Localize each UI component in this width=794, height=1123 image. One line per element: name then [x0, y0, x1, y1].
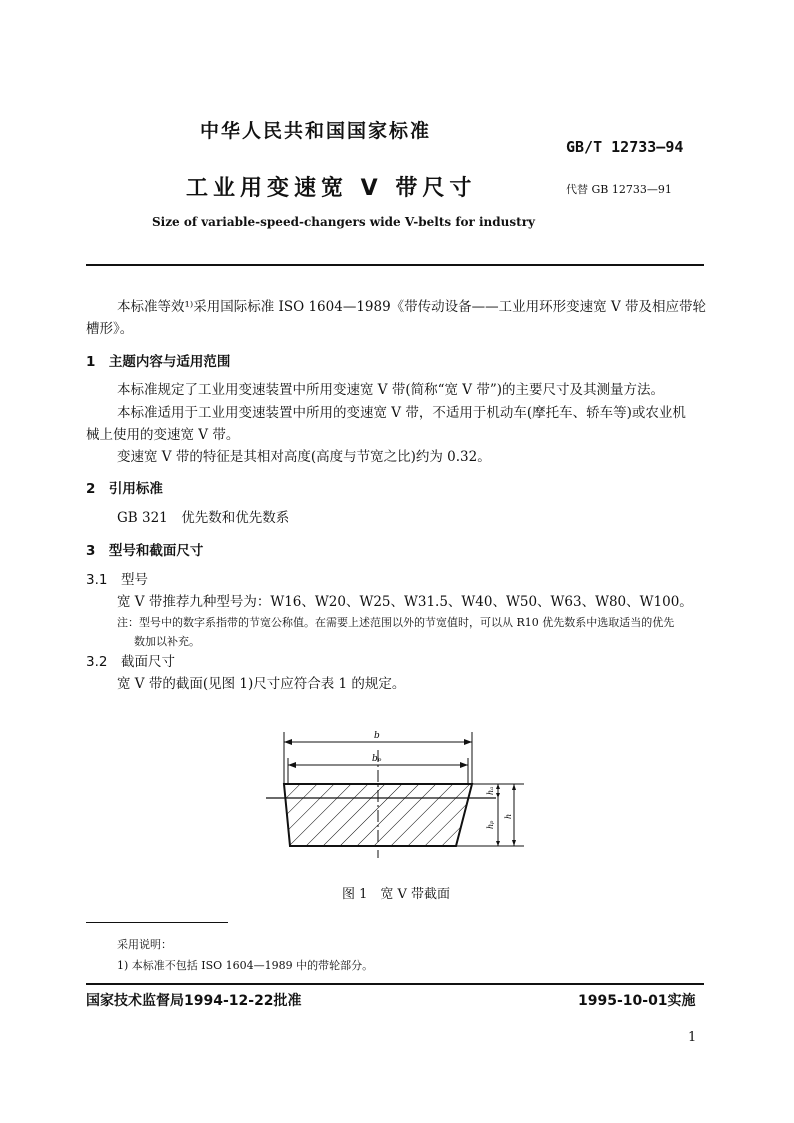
footnote-rule	[86, 922, 228, 923]
implementation-date: 1995-10-01实施	[578, 993, 696, 1009]
section-3-2-text: 宽 V 带的截面(见图 1)尺寸应符合表 1 的规定。	[117, 676, 406, 692]
section-3-1-heading: 3.1 型号	[86, 572, 148, 588]
header-rule	[86, 264, 704, 266]
footnote-heading: 采用说明：	[117, 938, 172, 951]
label-hp: hₚ	[486, 820, 495, 829]
footnote-text: 1) 本标准不包括 ISO 1604—1989 中的带轮部分。	[117, 959, 374, 972]
section-1-para-1: 本标准规定了工业用变速装置中所用变速宽 V 带(简称“宽 V 带”)的主要尺寸及其测量方法。	[117, 382, 664, 398]
figure-caption: 图 1 宽 V 带截面	[342, 887, 451, 902]
national-standard-title: 中华人民共和国国家标准	[200, 120, 432, 142]
intro-line-2: 槽形》。	[86, 321, 134, 337]
label-bp: bₚ	[372, 754, 382, 764]
label-b: b	[374, 731, 380, 741]
section-1-para-2-line-1: 本标准适用于工业用变速装置中所用的变速宽 V 带，不适用于机动车(摩托车、轿车等)或农业机	[117, 405, 686, 421]
section-1-heading: 1 主题内容与适用范围	[86, 354, 231, 370]
belt-cross-section-figure	[260, 722, 540, 862]
english-title: Size of variable-speed-changers wide V-belts for industry	[152, 215, 535, 229]
approval-date: 国家技术监督局1994-12-22批准	[86, 993, 302, 1009]
section-3-2-heading: 3.2 截面尺寸	[86, 654, 175, 670]
page-number: 1	[688, 1030, 697, 1045]
section-3-heading: 3 型号和截面尺寸	[86, 543, 204, 559]
b-arrow-left	[284, 739, 292, 745]
ha-arrow-bottom	[496, 793, 500, 798]
h-arrow-top	[512, 784, 516, 790]
hp-arrow-bottom	[496, 841, 500, 846]
standard-code: GB/T 12733—94	[566, 138, 684, 156]
h-arrow-bottom	[512, 840, 516, 846]
footer-rule	[86, 983, 704, 985]
bp-arrow-left	[288, 762, 296, 768]
replaces-note: 代替 GB 12733—91	[566, 183, 672, 196]
intro-line-1: 本标准等效¹⁾采用国际标准 ISO 1604—1989《带传动设备——工业用环形变速宽 V 带及相应带轮	[117, 299, 707, 315]
ha-arrow-top	[496, 784, 500, 789]
type-note-line-2: 数加以补充。	[134, 635, 200, 648]
document-title: 工业用变速宽 V 带尺寸	[186, 176, 477, 201]
label-ha: hₐ	[486, 786, 495, 795]
bp-arrow-right	[460, 762, 468, 768]
section-3-1-text: 宽 V 带推荐九种型号为：W16、W20、W25、W31.5、W40、W50、W63、W80、W100。	[117, 594, 693, 610]
reference-standard: GB 321 优先数和优先数系	[117, 510, 290, 526]
type-note-line-1: 注：型号中的数字系指带的节宽公称值。在需要上述范围以外的节宽值时，可以从 R10 优先数系中选取适当的优先	[117, 616, 675, 629]
section-1-para-3: 变速宽 V 带的特征是其相对高度(高度与节宽之比)约为 0.32。	[117, 449, 491, 465]
section-1-para-2-line-2: 械上使用的变速宽 V 带。	[86, 427, 240, 443]
section-2-heading: 2 引用标准	[86, 481, 163, 497]
b-arrow-right	[464, 739, 472, 745]
label-h: h	[504, 813, 513, 819]
